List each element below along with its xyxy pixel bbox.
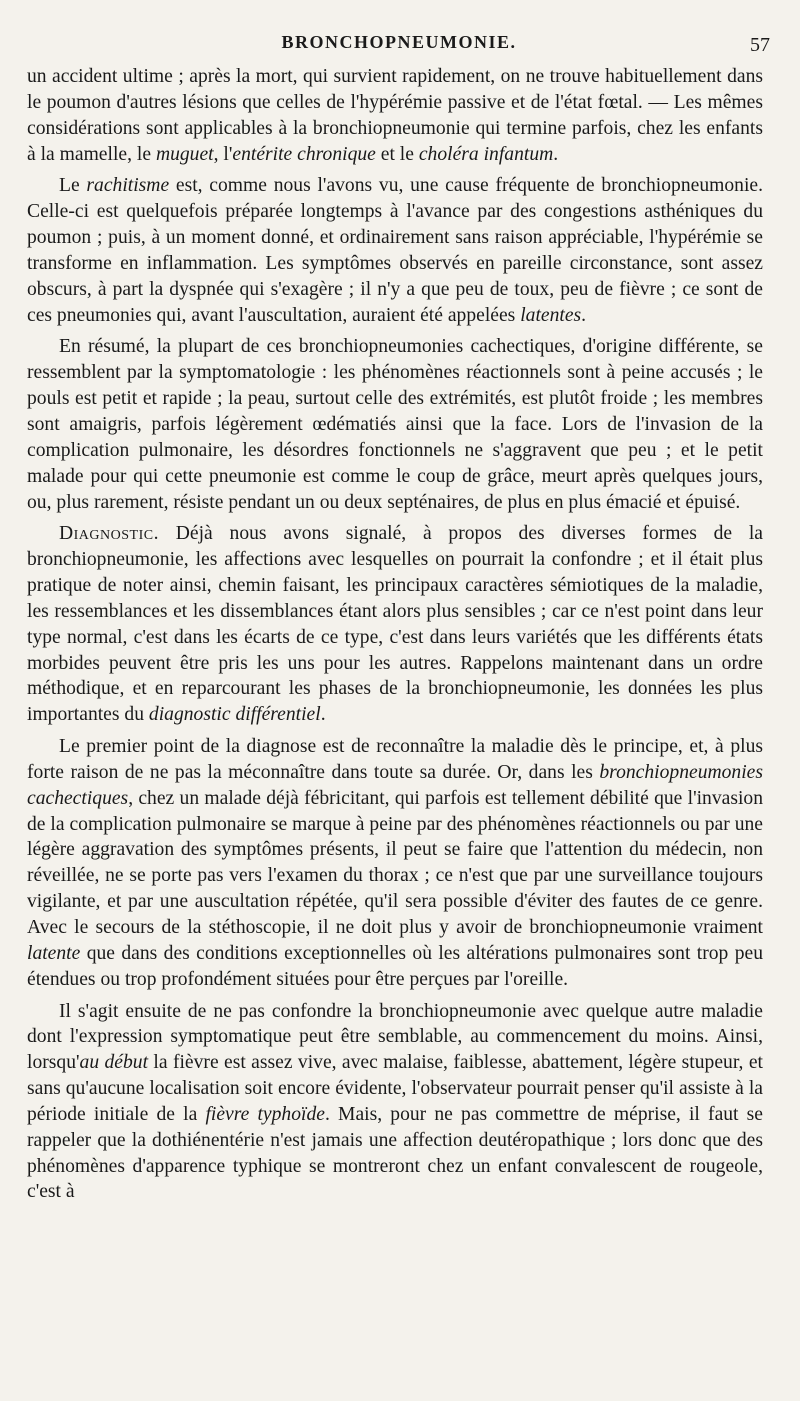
- text-segment: .: [553, 143, 559, 165]
- italic-term: bronchiopneumonies cachectiques: [27, 761, 763, 809]
- italic-term: latentes: [520, 304, 582, 326]
- text-segment: que dans des conditions exceptionnelles où les altérations pulmonaires sont trop peu étendues ou trop profondément situées pour être perçues par l'oreille.: [27, 942, 763, 990]
- text-segment: , l': [213, 143, 233, 165]
- italic-term: latente: [27, 942, 81, 964]
- text-segment: , chez un malade déjà fébricitant, qui parfois est tellement débilité que l'invasion de la complication pulmonaire se marque à peine par des phénomènes réactionnels ou par une légère aggravation des symptômes présents, il peut se faire que l'attention du médecin, non réveillée, ne se porte pas vers l'examen du thorax ; ce n'est que par une surveillance toujours vigilante, et par une auscultation répétée, qu'il sera possible d'éviter des fautes de ce genre. Avec le secours de la stéthoscopie, il ne doit plus y avoir de bronchiopneumonie vraiment: [27, 787, 763, 938]
- body-text: [27, 64, 763, 1205]
- paragraph-3: [27, 334, 763, 515]
- page-number: 57: [750, 34, 770, 56]
- text-segment: En résumé, la plupart de ces bronchiopneumonies cachectiques, d'origine différente, se ressemblent par la symptomatologie : les phénomènes réactionnels sont à peine accusés ; le pouls est petit et rapide ; la peau, surtout celle des extrémités, est plutôt froide ; les membres sont amaigris, parfois légèrement œdématiés ainsi que la face. Lors de l'invasion de la complication pulmonaire, les désordres fonctionnels ne s'aggravent que peu ; et le petit malade pour qui cette pneumonie est comme le coup de grâce, meurt après quelques jours, ou, plus rarement, résiste pendant un ou deux septénaires, de plus en plus émacié et épuisé.: [27, 336, 763, 513]
- italic-term: rachitisme: [86, 175, 170, 197]
- running-head: BRONCHOPNEUMONIE.: [281, 32, 517, 52]
- text-segment: Déjà nous avons signalé, à propos des diverses formes de la bronchiopneumonie, les affections avec lesquelles on pourrait la confondre ; et il était plus pratique de noter ainsi, chemin faisant, les principaux caractères sémiotiques de la maladie, les ressemblances et les dissemblances étant alors plus sensibles ; car ce n'est point dans leur type normal, c'est dans les écarts de ce type, c'est dans leurs variétés que les différents états morbides peuvent être pris les uns pour les autres. Rappelons maintenant dans un ordre méthodique, et en reparcourant les phases de la bronchiopneumonie, les données les plus importantes du: [27, 523, 763, 726]
- text-segment: un accident ultime ; après la mort, qui survient rapidement, on ne trouve habituellement dans le poumon d'autres lésions que celles de l'hypérémie passive et de l'état fœtal. — Les mêmes considérations sont applicables à la bronchiopneumonie qui termine parfois, chez les enfants à la mamelle, le: [27, 66, 763, 165]
- paragraph-5: [27, 734, 763, 992]
- text-segment: Le premier point de la diagnose est de reconnaître la maladie dès le principe, et, à plus forte raison de ne pas la méconnaître dans toute sa durée. Or, dans les: [27, 736, 763, 783]
- italic-term: choléra infantum: [418, 143, 554, 165]
- text-segment: .: [320, 704, 326, 726]
- italic-term: fièvre typhoïde: [205, 1103, 325, 1125]
- paragraph-1: [27, 64, 763, 167]
- text-segment: est, comme nous l'avons vu, une cause fréquente de bronchiopneumonie. Celle-ci est quelquefois préparée longtemps à l'avance par des congestions asthéniques du poumon ; puis, à un moment donné, et ordinairement sans raison appréciable, l'hypérémie se transforme en inflammation. Les symptômes observés en pareille circonstance, sont assez obscurs, à part la dyspnée qui s'exagère ; il n'y a que peu de toux, peu de fièvre ; ce sont de ces pneumonies qui, avant l'auscultation, auraient été appelées: [27, 175, 763, 326]
- text-segment: .: [581, 304, 587, 326]
- text-segment: Le: [59, 175, 87, 197]
- paragraph-2: [27, 173, 763, 328]
- paragraph-6: [27, 999, 763, 1206]
- italic-term: muguet: [155, 143, 214, 165]
- paragraph-4: [27, 521, 763, 728]
- italic-term: entérite chronique: [232, 143, 376, 165]
- text-segment: et le: [375, 143, 419, 165]
- text-segment: la fièvre est assez vive, avec malaise, faiblesse, abattement, légère stupeur, et sans qu'aucune localisation soit encore évidente, l'observateur pourrait penser qu'il assiste à la période initiale de la: [27, 1052, 763, 1125]
- page-header: [28, 32, 770, 56]
- italic-term: diagnostic différentiel: [148, 704, 321, 726]
- text-segment: Il s'agit ensuite de ne pas confondre la bronchiopneumonie avec quelque autre maladie dont l'expression symptomatique peut être semblable, au commencement du moins. Ainsi, lorsqu': [27, 1000, 763, 1074]
- section-heading: Diagnostic.: [59, 523, 159, 545]
- italic-term: au début: [79, 1052, 149, 1074]
- text-segment: . Mais, pour ne pas commettre de méprise, il faut se rappeler que la dothiénentérie n'est jamais une affection deutéropathique ; lors donc que des phénomènes d'apparence typhique se montreront chez un enfant convalescent de rougeole, c'est à: [27, 1103, 763, 1203]
